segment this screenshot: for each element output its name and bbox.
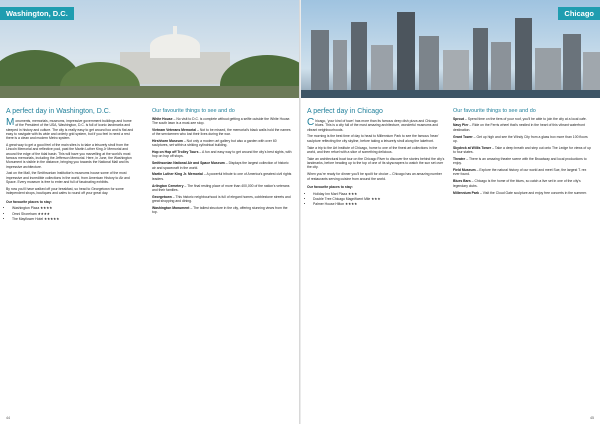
- attraction-item: Sprout – Spend time on the tiers of your roof, you'll be able to join the city at a local cafe.: [453, 116, 587, 121]
- attraction-item: Hirshhorn Museum – Not only a modern art gallery but also a garden with over 60 sculptures, set within a striking cylindrical building.: [152, 138, 277, 148]
- attraction-item: Field Museum – Explore the natural history of our world and meet Sue, the largest T. rex ever found.: [453, 168, 587, 177]
- list-item: • Double Tree Chicago Magnificent Mile ★★★: [313, 197, 445, 201]
- intro-paragraph: Just on the Mall, the Smithsonian Institution's museums house some of the most impressive and incredible collections in the world, from American History to Air and Space. Every museum is free to enter and full of fascinating exhibits.: [6, 171, 130, 185]
- intro-column: [307, 108, 445, 209]
- list-item: • Palmer House Hilton ★★★★: [313, 202, 445, 206]
- list-item: • Holiday Inn Mart Plaza ★★★: [313, 192, 445, 196]
- section-heading: Our favourite things to see and do: [152, 108, 235, 114]
- list-item: • Omni Shoreham ★★★★: [12, 212, 134, 216]
- attraction-item: Navy Pier – Ride on the Ferris wheel that's nestled in the heart of this vibrant waterfront destination.: [453, 123, 585, 132]
- list-item: • The Mayflower Hotel ★★★★★: [12, 217, 134, 221]
- intro-paragraph: When you're ready for dinner you'll be spoilt for choice – Chicago has an amazing number of restaurants serving cuisine from around the world.: [307, 172, 442, 181]
- washington-photo: [0, 0, 299, 98]
- page-number: 45: [590, 416, 594, 420]
- attraction-item: Martin Luther King Jr. Memorial – A powerful tribute to one of America's greatest civil rights leaders.: [152, 172, 292, 181]
- attraction-item: Vietnam Veterans Memorial – Not to be missed, the memorial's black walls hold the names of the servicemen who lost their lives during the war.: [152, 127, 291, 136]
- page-heading: A perfect day in Chicago: [307, 108, 383, 115]
- intro-paragraph: A great way to get a good feel of the main sites is to take a leisurely stroll from the Lincoln Memorial and reflective pool, past the Martin Luther King Jr Memorial and around the edge of the tidal basin. This will have you marvelling at the world's most famous memorials, including the Jefferson Memorial. Here, in June, the Washington Monument is visible in the distance, bringing you towards the National Mall and its impressive architecture.: [6, 143, 132, 169]
- favourites-list: [307, 192, 445, 207]
- favourites-list: [6, 206, 134, 221]
- attraction-item: White House – No visit to D.C. is complete without getting a selfie outside the White House. The south lawn is a must-see stop.: [152, 116, 291, 125]
- section-heading: Our favourite things to see and do: [453, 108, 536, 114]
- list-item: • Washington Plaza ★★★★: [12, 206, 134, 210]
- intro-paragraph: Chicago, 'your kind of town' has more than its famous deep dish pizza and Chicago blues. This is a city full of the most amazing architecture, wonderful museums and vibrant neighbourhoods.: [307, 117, 439, 132]
- destination-banner: Chicago: [558, 7, 600, 20]
- attraction-item: Millennium Park – Visit the Cloud Gate sculpture and enjoy free concerts in the summer.: [453, 190, 587, 195]
- intro-paragraph: Take an architectural boat tour on the Chicago River to discover the stories behind the city's landmarks, before heading up to the top of one of its skyscrapers to watch the sun set over the city.: [307, 156, 445, 170]
- attraction-item: Hop on Hop off Trolley Tours – A fun and easy way to get around the city's best sights, with hop on hop off stops.: [152, 150, 292, 159]
- page-chicago: [301, 0, 600, 424]
- chicago-photo: [301, 0, 600, 98]
- things-column: [453, 108, 593, 197]
- attraction-item: Blues Bars – Chicago is the home of the blues, so catch a live set in one of the city's legendary clubs.: [453, 179, 581, 188]
- attraction-item: Arlington Cemetery – The final resting place of more than 400,000 of the nation's veterans and their families.: [152, 183, 290, 192]
- attraction-item: Washington Monument – The tallest structure in the city, offering stunning views from the top.: [152, 206, 288, 215]
- intro-paragraph: The morning is the best time of day to head to Millennium Park to see the famous 'bean' sculpture reflecting the city skyline, before taking a leisurely stroll along the lakefront.: [307, 134, 439, 143]
- attraction-item: Grant Tower – Get up high and see the Windy City from a glass box more than 100 floors up.: [453, 134, 588, 143]
- attraction-item: Skydeck at Willis Tower – Take a deep breath and step out onto The Ledge for views of up to four states.: [453, 145, 591, 155]
- page-washington: [0, 0, 299, 424]
- destination-banner: Washington, D.C.: [0, 7, 74, 20]
- intro-paragraph: Monuments, memorials, museums, impressive government buildings and home of the President of the USA, Washington, D.C. is full of iconic landmarks and steeped in history and culture. The city is really easy to get around too and is flat and easy to navigate with its wide and orderly grid system, but if you feel in need a rest there is a clean and modern Metro system.: [6, 117, 134, 141]
- page-number: 44: [6, 416, 10, 420]
- favourites-heading: Our favourite places to stay:: [6, 199, 52, 204]
- favourites-heading: Our favourite places to stay:: [307, 184, 353, 189]
- intro-paragraph: By now you'll have walked off your breakfast, so head to Georgetown for some independent shops, boutiques and cafes to round off your great day.: [6, 186, 124, 196]
- attraction-item: Georgetown – This historic neighbourhood is full of elegant homes, cobblestone streets and great shopping and dining.: [152, 194, 291, 204]
- attraction-item: Smithsonian National Air and Space Museum – Displays the largest collection of historic air and spacecraft in the world.: [152, 161, 289, 170]
- intro-column: [6, 108, 134, 223]
- page-heading: A perfect day in Washington, D.C.: [6, 108, 111, 115]
- intro-paragraph: Take a trip to the Art Institute of Chicago, home to one of the finest art collections in the world, and then refuel with a slice of something delicious.: [307, 145, 438, 154]
- things-column: [152, 108, 292, 217]
- attraction-item: Theatre – There is an amazing theatre scene with the Broadway and local productions to enjoy.: [453, 156, 587, 166]
